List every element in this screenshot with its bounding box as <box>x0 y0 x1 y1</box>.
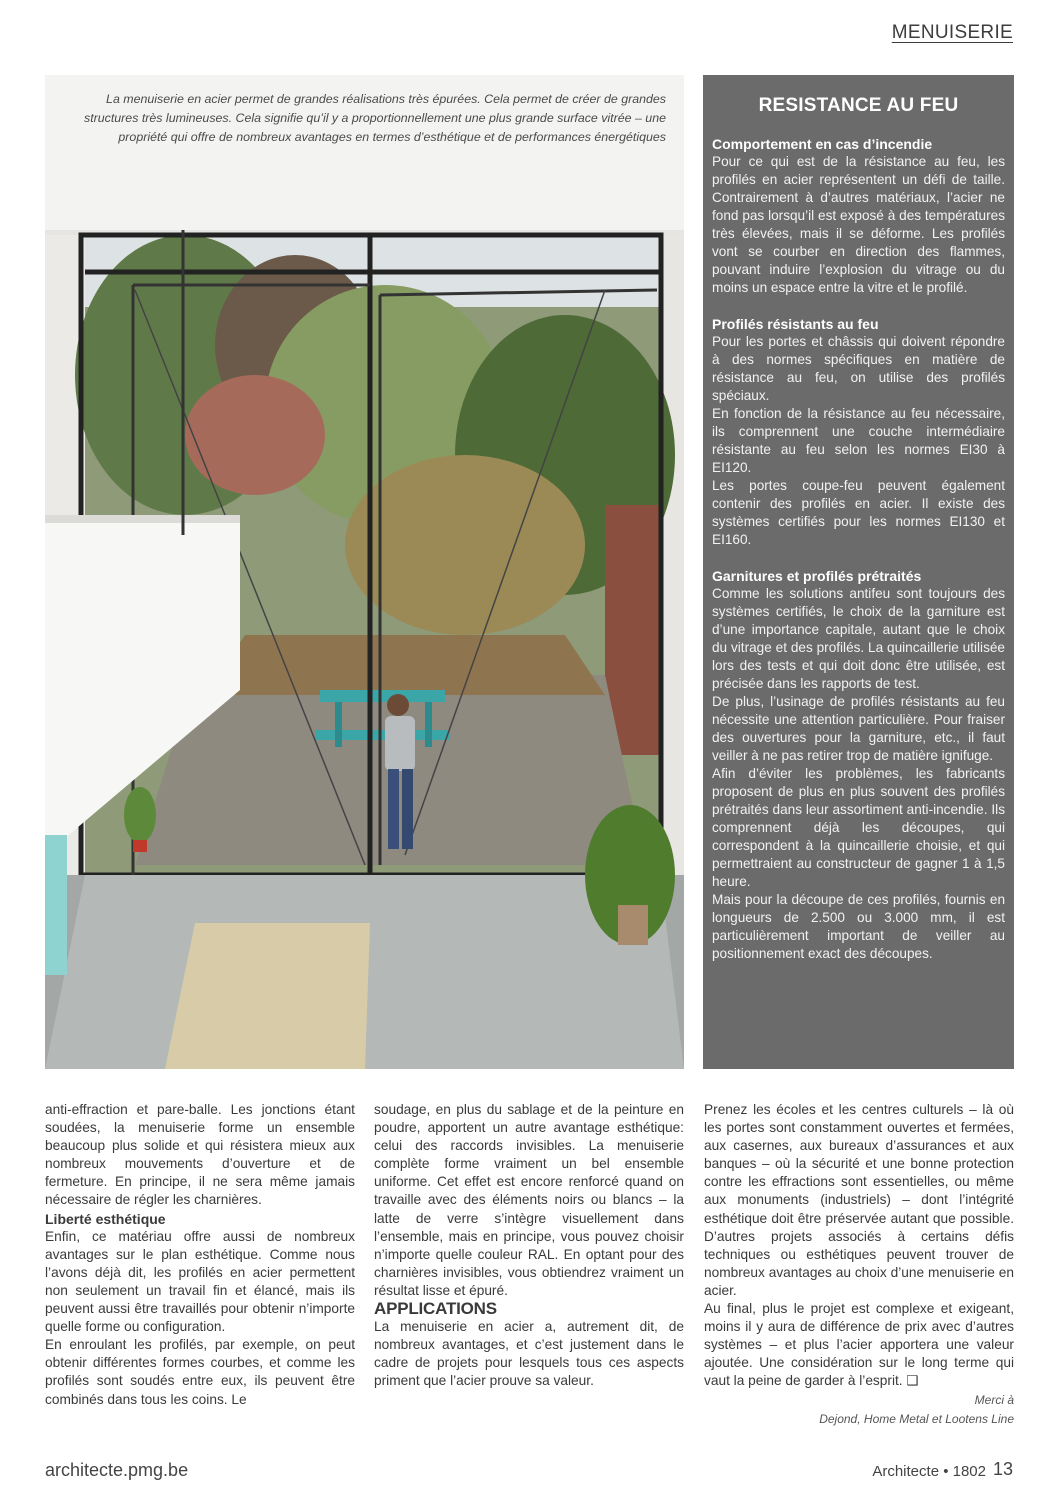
credits-intro: Merci à <box>974 1392 1014 1407</box>
sidebar-paragraph: Afin d’éviter les problèmes, les fabricants proposent de plus en plus souvent des profilés prétraités dans leur assortiment anti-incendie. Ils comprennent déjà les découpes, qui correspondent à la quincaillerie choisie, et qui permettraient au constructeur de gagner 1 à 1,5 heure. <box>712 766 1005 889</box>
sidebar-paragraph: Mais pour la découpe de ces profilés, fournis en longueurs de 2.500 ou 3.000 mm, il est particulièrement important de veiller au positionnement exact des découpes. <box>712 892 1005 961</box>
body-paragraph: En enroulant les profilés, par exemple, on peut obtenir différentes formes courbes, et comme les profilés sont soudés entre eux, ils peuvent être combinés dans tous les coins. Le <box>45 1337 355 1407</box>
sidebar-paragraph: En fonction de la résistance au feu nécessaire, ils comprennent une couche intermédiaire résistante au feu selon les normes EI30 à EI120. <box>712 406 1005 475</box>
body-paragraph: Au final, plus le projet est complexe et exigeant, moins il y aura de différence de prix avec d’autres systèmes – et plus l’acier apportera une valeur ajoutée. Une considération sur le long terme qui vaut la peine de garder à l’esprit. ❑ <box>704 1301 1014 1389</box>
subheading: Liberté esthétique <box>45 1210 166 1227</box>
body-paragraph: soudage, en plus du sablage et de la peinture en poudre, apportent un autre avantage esthétique: celui des raccords invisibles. La menuiserie complète forme vraiment un bel ensemble uniforme. Cet effet est encore renforcé quand on travaille avec des éléments noirs ou blancs – la latte de verre s’intègre visuellement dans l’ensemble, mais en principe, vous pouvez choisir n’importe quelle couleur RAL. En optant pour des charnières invisibles, vous obtiendrez vraiment un résultat lisse et épuré. <box>374 1102 684 1298</box>
sidebar-subheading: Profilés résistants au feu <box>712 316 879 332</box>
credits <box>704 1391 1014 1429</box>
feature-photo <box>45 75 684 1069</box>
body-paragraph: Enfin, ce matériau offre aussi de nombreux avantages sur le plan esthétique. Comme nous l’avons déjà dit, les profilés en acier permettent non seulement un travail fin et élancé, mais ils peuvent aussi être travaillés pour obtenir n’importe quelle forme ou configuration. <box>45 1228 355 1335</box>
photo-caption: La menuiserie en acier permet de grandes réalisations très épurées. Cela permet de créer de grandes structures très lumineuses. Cela signifie qu’il y a proportionnellement une plus grande surface vitrée – une propriété qui offre de nombreux avantages en termes d’esthétique et de performances énergétiques <box>84 92 666 144</box>
sidebar-paragraph: Comme les solutions antifeu sont toujours des systèmes certifiés, le choix de la garniture est d’une importance capitale, autant que le choix du vitrage et des profilés. La quincaillerie utilisée lors des tests et qui doit donc être utilisée, est précisée dans les rapports de test. <box>712 586 1005 691</box>
page-number: 13 <box>992 1459 1013 1479</box>
credits-names: Dejond, Home Metal et Lootens Line <box>819 1411 1014 1426</box>
text-column-3 <box>704 1101 1014 1429</box>
text-column-1 <box>45 1101 355 1409</box>
body-paragraph: La menuiserie en acier a, autrement dit, de nombreux avantages, et c’est justement dans le cadre de projets pour lesquels tous ces aspects priment que l’acier prouve sa valeur. <box>374 1319 684 1389</box>
sidebar-paragraph: Les portes coupe-feu peuvent également contenir des profilés en acier. Il existe des systèmes certifiés pour les normes EI130 et EI160. <box>712 478 1005 547</box>
photo-illustration <box>45 75 684 1069</box>
footer-website-link[interactable]: architecte.pmg.be <box>45 1460 189 1480</box>
footer-magazine-issue: Architecte • 1802 <box>872 1463 986 1480</box>
sidebar-paragraph: Pour les portes et châssis qui doivent répondre à des normes spécifiques en matière de résistance au feu, on utilise des profilés spéciaux. <box>712 334 1005 403</box>
body-paragraph: anti-effraction et pare-balle. Les jonctions étant soudées, la menuiserie forme un ensemble beaucoup plus solide et qui résistera mieux aux nombreux mouvements d’ouverture et de fermeture. En principe, il ne sera même jamais nécessaire de régler les charnières. <box>45 1102 355 1208</box>
section-heading: APPLICATIONS <box>374 1299 497 1319</box>
body-paragraph: Prenez les écoles et les centres culturels – là où les portes sont constamment ouvertes et fermées, aux casernes, aux bureaux d’assurances et aux banques – où la sécurité et une bonne protection contre les effractions sont essentielles, ou même aux monuments (industriels) – dont l’intégrité esthétique doit être préservée autant que possible. D’autres projets associés à certains défis techniques ou esthétiques peuvent trouver de nombreux avantages au choix d’une menuiserie en acier. <box>704 1102 1014 1298</box>
section-label: MENUISERIE <box>891 22 1013 43</box>
sidebar-paragraph: De plus, l’usinage de profilés résistants au feu nécessite une attention particulière. Pour fraiser des ouvertures pour la garniture, etc., il faut veiller à ne pas retirer trop de matière ignifuge. <box>712 694 1005 763</box>
sidebar-fire-resistance <box>703 75 1014 1069</box>
sidebar-title: RESISTANCE AU FEU <box>758 95 959 116</box>
sidebar-subheading: Comportement en cas d’incendie <box>712 136 933 152</box>
text-column-2 <box>374 1101 684 1391</box>
sidebar-paragraph: Pour ce qui est de la résistance au feu, les profilés en acier représentent un défi de taille. Contrairement à d’autres matériaux, l’acier ne fond pas lorsqu’il est exposé à des températures très élevées, mais il se déforme. Les profilés vont se courber en direction des flammes, pouvant induire l’explosion du vitrage ou du moins un espace entre la vitre et le profilé. <box>712 154 1005 295</box>
sidebar-subheading: Garnitures et profilés prétraités <box>712 568 922 584</box>
